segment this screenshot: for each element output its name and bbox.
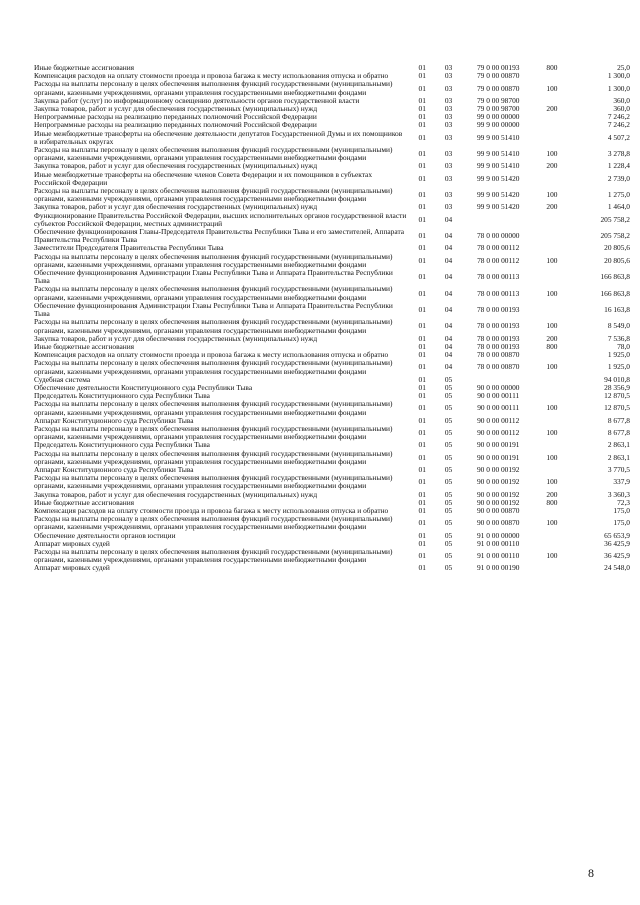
- table-row: [34, 146, 630, 162]
- row-name: Расходы на выплаты персоналу в целях обеспечения выполнения функций государственными (муниципальными) органами, казенными учреждениями, органами управления государственными внебюджетными фондами: [34, 546, 393, 565]
- row-subsection-code: 05: [444, 505, 453, 515]
- row-target-article-code: 90 0 00 00192: [476, 477, 520, 487]
- row-subsection-code: 05: [444, 403, 453, 413]
- row-subsection-code: 05: [444, 382, 453, 392]
- row-subsection-code: 05: [444, 391, 453, 401]
- row-expense-type-code: [537, 302, 567, 318]
- row-amount: 1 925,0: [607, 350, 630, 360]
- row-expense-type-code: 100: [546, 428, 558, 438]
- row-subsection-code: 03: [444, 120, 453, 130]
- row-subsection-code: 03: [444, 190, 453, 200]
- row-target-article-code: 78 0 00 00193: [476, 304, 520, 314]
- row-target-article-code: 91 0 00 00000: [476, 530, 520, 540]
- row-name: Расходы на выплаты персоналу в целях обеспечения выполнения функций государственными (муниципальными) органами, казенными учреждениями, органами управления государственными внебюджетными фондами: [34, 423, 393, 442]
- row-section-code: 01: [418, 440, 426, 450]
- table-row: [34, 318, 630, 334]
- row-target-article-code: 78 0 00 00193: [476, 321, 520, 331]
- row-subsection-code: 05: [444, 530, 453, 540]
- row-expense-type-code: [537, 376, 567, 384]
- row-target-article-code: 79 0 00 00193: [476, 63, 520, 72]
- budget-table-body: [34, 64, 630, 573]
- row-amount: 3 770,5: [607, 464, 630, 474]
- row-target-article-code: 90 0 00 00192: [476, 464, 520, 474]
- row-amount: 3 278,8: [607, 149, 630, 159]
- row-expense-type-code: 100: [546, 288, 558, 298]
- table-row: [34, 400, 630, 416]
- table-row: [34, 212, 630, 228]
- row-target-article-code: 78 0 00 00112: [477, 243, 520, 253]
- row-amount: 166 863,8: [600, 288, 630, 298]
- row-section-code: 01: [418, 464, 426, 474]
- row-section-code: 01: [418, 173, 426, 183]
- row-expense-type-code: 200: [546, 333, 558, 343]
- row-expense-type-code: 200: [546, 161, 558, 171]
- row-subsection-code: 03: [444, 104, 453, 114]
- row-target-article-code: 79 0 00 00870: [476, 83, 520, 93]
- row-target-article-code: 78 0 00 00870: [476, 362, 520, 372]
- row-target-article-code: 79 0 00 98700: [476, 104, 520, 114]
- row-amount: 1 300,0: [607, 71, 630, 81]
- row-expense-type-code: 100: [546, 149, 558, 159]
- row-expense-type-code: [537, 269, 567, 285]
- row-amount: 175,0: [613, 518, 630, 528]
- row-subsection-code: 03: [444, 83, 453, 93]
- row-target-article-code: 90 0 00 00192: [476, 497, 520, 507]
- row-name: Аппарат мировых судей: [34, 538, 110, 548]
- row-subsection-code: 05: [444, 428, 453, 438]
- row-target-article-code: 91 0 00 00110: [477, 538, 520, 548]
- row-expense-type-code: [537, 384, 567, 392]
- row-amount: 12 870,5: [604, 391, 630, 401]
- row-expense-type-code: [537, 507, 567, 515]
- row-section-code: 01: [418, 149, 426, 159]
- row-expense-type-code: 800: [546, 341, 558, 351]
- row-expense-type-code: 800: [546, 63, 558, 72]
- row-amount: 78,0: [617, 341, 630, 351]
- row-subsection-code: 05: [444, 440, 453, 450]
- row-section-code: 01: [418, 497, 426, 507]
- row-amount: 72,3: [617, 497, 630, 507]
- row-target-article-code: 99 9 00 51410: [476, 132, 520, 142]
- row-target-article-code: 90 0 00 00000: [476, 382, 520, 392]
- row-name: Закупка товаров, работ и услуг для обеспечения государственных (муниципальных) нужд: [34, 161, 318, 171]
- row-name: Расходы на выплаты персоналу в целях обеспечения выполнения функций государственными (муниципальными) органами, казенными учреждениями, органами управления государственными внебюджетными фондами: [34, 251, 393, 269]
- row-section-code: 01: [418, 428, 426, 438]
- row-target-article-code: 99 9 00 51420: [476, 173, 520, 183]
- row-amount: 1 228,4: [607, 161, 630, 171]
- row-name: Компенсация расходов на оплату стоимости проезда и провоза багажа к месту использования отпуска и обратно: [34, 350, 389, 360]
- row-subsection-code: 04: [444, 214, 453, 224]
- row-subsection-code: 04: [444, 272, 453, 282]
- row-expense-type-code: [537, 532, 567, 540]
- row-section-code: 01: [418, 321, 426, 331]
- row-name: Аппарат мировых судей: [34, 563, 110, 573]
- row-expense-type-code: 100: [546, 477, 558, 487]
- row-subsection-code: 04: [444, 255, 453, 265]
- table-row: [34, 187, 630, 203]
- row-subsection-code: 04: [444, 243, 453, 253]
- table-row: [34, 548, 630, 564]
- row-expense-type-code: [537, 212, 567, 228]
- row-target-article-code: 99 0 00 00000: [476, 112, 520, 122]
- row-subsection-code: 05: [444, 497, 453, 507]
- row-subsection-code: 04: [444, 362, 453, 372]
- row-expense-type-code: 100: [546, 321, 558, 331]
- row-amount: 2 863,1: [607, 440, 630, 450]
- row-amount: 1 925,0: [607, 362, 630, 372]
- table-row: [34, 425, 630, 441]
- row-amount: 20 805,6: [604, 255, 630, 265]
- row-section-code: 01: [418, 489, 426, 499]
- row-subsection-code: 03: [444, 202, 453, 212]
- row-subsection-code: 03: [444, 132, 453, 142]
- row-expense-type-code: [537, 171, 567, 187]
- row-name: Непрограммные расходы на реализацию переданных полномочий Российской Федерации: [34, 112, 317, 122]
- row-section-code: 01: [418, 452, 426, 462]
- table-row: [34, 302, 630, 318]
- row-section-code: 01: [418, 403, 426, 413]
- row-subsection-code: 03: [444, 63, 453, 72]
- table-row: [34, 171, 630, 187]
- row-expense-type-code: [537, 72, 567, 80]
- row-section-code: 01: [418, 132, 426, 142]
- row-name: Функционирование Правительства Российской Федерации, высших исполнительных органов государственной власти субъектов Российской Федерации, местных администраций: [34, 210, 407, 228]
- row-target-article-code: 90 0 00 00191: [476, 452, 520, 462]
- row-target-article-code: 90 0 00 00111: [477, 403, 520, 413]
- row-section-code: 01: [418, 382, 426, 392]
- table-row: [34, 228, 630, 244]
- budget-table: [34, 64, 630, 573]
- row-target-article-code: 99 9 00 51420: [476, 202, 520, 212]
- table-row: [34, 130, 630, 146]
- row-section-code: 01: [418, 333, 426, 343]
- row-section-code: 01: [418, 304, 426, 314]
- row-amount: 8 677,8: [607, 428, 630, 438]
- row-section-code: 01: [418, 120, 426, 130]
- row-section-code: 01: [418, 83, 426, 93]
- row-amount: 8 677,8: [607, 415, 630, 425]
- row-expense-type-code: 100: [546, 255, 558, 265]
- row-amount: 94 010,8: [604, 374, 630, 384]
- row-section-code: 01: [418, 214, 426, 224]
- table-row: [34, 532, 630, 540]
- page-number: 8: [588, 866, 594, 880]
- row-name: Расходы на выплаты персоналу в целях обеспечения выполнения функций государственными (муниципальными) органами, казенными учреждениями, органами управления государственными внебюджетными фондами: [34, 399, 393, 417]
- row-amount: 1 464,0: [607, 202, 630, 212]
- row-subsection-code: 05: [444, 374, 453, 384]
- row-name: Компенсация расходов на оплату стоимости проезда и провоза багажа к месту использования отпуска и обратно: [34, 505, 389, 515]
- row-section-code: 01: [418, 563, 426, 573]
- row-expense-type-code: [537, 417, 567, 425]
- row-target-article-code: 91 0 00 00110: [477, 551, 520, 561]
- row-section-code: 01: [418, 374, 426, 384]
- row-subsection-code: 04: [444, 341, 453, 351]
- row-subsection-code: 05: [444, 477, 453, 487]
- row-name: Председатель Конституционного суда Республики Тыва: [34, 391, 210, 401]
- row-section-code: 01: [418, 95, 426, 105]
- row-name: Председатель Конституционного суда Республики Тыва: [34, 440, 210, 450]
- row-expense-type-code: [537, 121, 567, 129]
- table-row: [34, 253, 630, 269]
- row-target-article-code: 99 9 00 51410: [476, 161, 520, 171]
- row-name: Обеспечение функционирования Администрации Главы Республики Тыва и Аппарата Правительства Республики Тыва: [34, 268, 393, 286]
- row-name: Расходы на выплаты персоналу в целях обеспечения выполнения функций государственными (муниципальными) органами, казенными учреждениями, органами управления государственными внебюджетными фондами: [34, 186, 393, 204]
- row-amount: 360,0: [613, 95, 630, 105]
- row-expense-type-code: [537, 351, 567, 359]
- row-name: Компенсация расходов на оплату стоимости проезда и провоза багажа к месту использования отпуска и обратно: [34, 71, 389, 81]
- row-name: Обеспечение деятельности органов юстиции: [34, 530, 176, 540]
- row-name: Обеспечение функционирования Главы-Председателя Правительства Республики Тыва и его заместителей, Аппарата Правительства Республики Тыва: [34, 227, 405, 245]
- row-target-article-code: 99 9 00 51410: [476, 149, 520, 159]
- row-section-code: 01: [418, 288, 426, 298]
- row-target-article-code: 99 9 00 51420: [476, 190, 520, 200]
- row-subsection-code: 05: [444, 563, 453, 573]
- row-section-code: 01: [418, 505, 426, 515]
- row-subsection-code: 03: [444, 112, 453, 122]
- row-name: Судебная система: [34, 374, 91, 384]
- row-expense-type-code: 100: [546, 452, 558, 462]
- row-expense-type-code: [537, 130, 567, 146]
- row-subsection-code: 04: [444, 321, 453, 331]
- row-expense-type-code: [537, 564, 567, 572]
- row-expense-type-code: 100: [546, 83, 558, 93]
- row-amount: 166 863,8: [600, 272, 630, 282]
- row-subsection-code: 04: [444, 304, 453, 314]
- row-subsection-code: 04: [444, 288, 453, 298]
- row-target-article-code: [460, 212, 537, 228]
- row-expense-type-code: 100: [546, 551, 558, 561]
- row-name: Расходы на выплаты персоналу в целях обеспечения выполнения функций государственными (муниципальными) органами, казенными учреждениями, органами управления государственными внебюджетными фондами: [34, 473, 393, 491]
- row-subsection-code: 05: [444, 538, 453, 548]
- row-section-code: 01: [418, 63, 426, 72]
- row-target-article-code: 78 0 00 00193: [476, 341, 520, 351]
- row-target-article-code: 90 0 00 00111: [477, 391, 520, 401]
- row-section-code: 01: [418, 477, 426, 487]
- row-target-article-code: 90 0 00 00192: [476, 489, 520, 499]
- row-name: Закупка товаров, работ и услуг для обеспечения государственных (муниципальных) нужд: [34, 104, 318, 114]
- table-row: [34, 359, 630, 375]
- row-target-article-code: 78 0 00 00113: [477, 272, 520, 282]
- row-name: Расходы на выплаты персоналу в целях обеспечения выполнения функций государственными (муниципальными) органами, казенными учреждениями, органами управления государственными внебюджетными фондами: [34, 145, 393, 163]
- row-amount: 4 507,2: [607, 132, 630, 142]
- row-name: Иные бюджетные ассигнования: [34, 497, 135, 507]
- row-amount: 360,0: [613, 104, 630, 114]
- row-name: Расходы на выплаты персоналу в целях обеспечения выполнения функций государственными (муниципальными) органами, казенными учреждениями, органами управления государственными внебюджетными фондами: [34, 317, 393, 335]
- row-name: Закупка товаров, работ и услуг для обеспечения государственных (муниципальных) нужд: [34, 333, 318, 343]
- row-target-article-code: 90 0 00 00191: [476, 440, 520, 450]
- row-name: Закупка товаров, работ и услуг для обеспечения государственных (муниципальных) нужд: [34, 489, 318, 499]
- row-section-code: 01: [418, 415, 426, 425]
- row-target-article-code: 91 0 00 00190: [476, 563, 520, 573]
- row-section-code: 01: [418, 530, 426, 540]
- row-section-code: 01: [418, 161, 426, 171]
- row-amount: 7 246,2: [607, 120, 630, 130]
- table-row: [34, 474, 630, 490]
- row-subsection-code: 03: [444, 161, 453, 171]
- row-target-article-code: 78 0 00 00193: [476, 333, 520, 343]
- row-amount: 7 536,8: [607, 333, 630, 343]
- row-expense-type-code: [537, 228, 567, 244]
- row-section-code: 01: [418, 518, 426, 528]
- row-target-article-code: 78 0 00 00000: [476, 231, 520, 241]
- row-amount: 28 356,9: [604, 382, 630, 392]
- row-target-article-code: 78 0 00 00870: [476, 350, 520, 360]
- row-section-code: 01: [418, 71, 426, 81]
- row-subsection-code: 05: [444, 518, 453, 528]
- table-row: [34, 285, 630, 301]
- table-row: [34, 515, 630, 531]
- row-name: Заместители Председателя Правительства Республики Тыва: [34, 243, 224, 253]
- row-name: Расходы на выплаты персоналу в целях обеспечения выполнения функций государственными (муниципальными) органами, казенными учреждениями, органами управления государственными внебюджетными фондами: [34, 514, 393, 532]
- row-target-article-code: 78 0 00 00112: [477, 255, 520, 265]
- row-section-code: 01: [418, 538, 426, 548]
- row-amount: 36 425,9: [604, 551, 630, 561]
- table-row: [34, 269, 630, 285]
- row-expense-type-code: [537, 244, 567, 252]
- row-target-article-code: 90 0 00 00112: [477, 428, 520, 438]
- row-name: Расходы на выплаты персоналу в целях обеспечения выполнения функций государственными (муниципальными) органами, казенными учреждениями, органами управления государственными внебюджетными фондами: [34, 284, 393, 302]
- row-name: Закупка товаров, работ и услуг для обеспечения государственных (муниципальных) нужд: [34, 202, 318, 212]
- row-name: Расходы на выплаты персоналу в целях обеспечения выполнения функций государственными (муниципальными) органами, казенными учреждениями, органами управления государственными внебюджетными фондами: [34, 358, 393, 376]
- row-expense-type-code: [537, 113, 567, 121]
- row-subsection-code: 03: [444, 173, 453, 183]
- row-amount: 205 758,2: [600, 214, 630, 224]
- row-section-code: 01: [418, 272, 426, 282]
- row-expense-type-code: [537, 392, 567, 400]
- row-subsection-code: 05: [444, 464, 453, 474]
- row-amount: 24 548,0: [604, 563, 630, 573]
- row-name: Иные бюджетные ассигнования: [34, 63, 135, 72]
- row-expense-type-code: 200: [546, 489, 558, 499]
- table-row: [34, 80, 630, 96]
- row-amount: 175,0: [613, 505, 630, 515]
- row-amount: 337,9: [613, 477, 630, 487]
- row-amount: 1 300,0: [607, 83, 630, 93]
- row-subsection-code: 03: [444, 95, 453, 105]
- row-name: Обеспечение деятельности Конституционного суда Республики Тыва: [34, 382, 253, 392]
- row-amount: 36 425,9: [604, 538, 630, 548]
- row-amount: 65 653,9: [604, 530, 630, 540]
- row-section-code: 01: [418, 231, 426, 241]
- row-subsection-code: 03: [444, 71, 453, 81]
- row-section-code: 01: [418, 341, 426, 351]
- row-name: Аппарат Конституционного суда Республики Тыва: [34, 464, 194, 474]
- row-section-code: 01: [418, 255, 426, 265]
- row-expense-type-code: 100: [546, 518, 558, 528]
- row-subsection-code: 05: [444, 415, 453, 425]
- row-name: Иные межбюджетные трансферты на обеспечение членов Совета Федерации и их помощников в субъектах Российской Федерации: [34, 169, 373, 187]
- row-subsection-code: 03: [444, 149, 453, 159]
- row-name: Иные межбюджетные трансферты на обеспечение деятельности депутатов Государственной Думы и их помощников в избирательных округах: [34, 128, 403, 146]
- row-expense-type-code: [537, 466, 567, 474]
- row-name: Непрограммные расходы на реализацию переданных полномочий Российской Федерации: [34, 120, 317, 130]
- row-expense-type-code: 100: [546, 362, 558, 372]
- row-section-code: 01: [418, 243, 426, 253]
- row-amount: 3 360,3: [607, 489, 630, 499]
- row-section-code: 01: [418, 190, 426, 200]
- row-amount: 25,0: [617, 63, 630, 72]
- row-section-code: 01: [418, 104, 426, 114]
- row-target-article-code: 79 0 00 98700: [476, 95, 520, 105]
- row-section-code: 01: [418, 350, 426, 360]
- row-name: Обеспечение функционирования Администрации Главы Республики Тыва и Аппарата Правительства Республики Тыва: [34, 300, 393, 319]
- row-name: Расходы на выплаты персоналу в целях обеспечения выполнения функций государственными (муниципальными) органами, казенными учреждениями, органами управления государственными внебюджетными фондами: [34, 79, 393, 97]
- row-subsection-code: 05: [444, 489, 453, 499]
- row-amount: 8 549,0: [607, 321, 630, 331]
- row-amount: 1 275,0: [607, 190, 630, 200]
- row-target-article-code: 78 0 00 00113: [477, 288, 520, 298]
- row-name: Расходы на выплаты персоналу в целях обеспечения выполнения функций государственными (муниципальными) органами, казенными учреждениями, органами управления государственными внебюджетными фондами: [34, 448, 393, 466]
- row-subsection-code: 04: [444, 231, 453, 241]
- row-amount: 7 246,2: [607, 112, 630, 122]
- row-expense-type-code: [537, 540, 567, 548]
- row-expense-type-code: 200: [546, 202, 558, 212]
- row-name: Иные бюджетные ассигнования: [34, 341, 135, 351]
- row-subsection-code: 05: [444, 551, 453, 561]
- row-amount: 205 758,2: [600, 231, 630, 241]
- row-section-code: 01: [418, 202, 426, 212]
- row-name: Закупка работ (услуг) по информационному освещению деятельности органов государственной власти: [34, 95, 360, 105]
- row-target-article-code: 79 0 00 00870: [476, 71, 520, 81]
- row-target-article-code: 90 0 00 00870: [476, 505, 520, 515]
- row-section-code: 01: [418, 391, 426, 401]
- row-name: Аппарат Конституционного суда Республики Тыва: [34, 415, 194, 425]
- row-expense-type-code: 100: [546, 190, 558, 200]
- row-section-code: 01: [418, 551, 426, 561]
- row-amount: 12 870,5: [604, 403, 630, 413]
- row-subsection-code: 04: [444, 333, 453, 343]
- row-target-article-code: 99 9 00 00000: [476, 120, 520, 130]
- row-section-code: 01: [418, 362, 426, 372]
- row-expense-type-code: 200: [546, 104, 558, 114]
- table-row: [34, 450, 630, 466]
- row-section-code: 01: [418, 112, 426, 122]
- row-target-article-code: 90 0 00 00870: [476, 518, 520, 528]
- row-subsection-code: 04: [444, 350, 453, 360]
- row-expense-type-code: 100: [546, 403, 558, 413]
- row-subsection-code: 05: [444, 452, 453, 462]
- row-amount: 16 163,8: [604, 304, 630, 314]
- row-expense-type-code: [537, 441, 567, 449]
- row-expense-type-code: 800: [546, 497, 558, 507]
- row-amount: 20 805,6: [604, 243, 630, 253]
- row-amount: 2 863,1: [607, 452, 630, 462]
- table-row: [34, 564, 630, 572]
- row-target-article-code: 90 0 00 00112: [477, 415, 520, 425]
- row-amount: 2 739,0: [607, 173, 630, 183]
